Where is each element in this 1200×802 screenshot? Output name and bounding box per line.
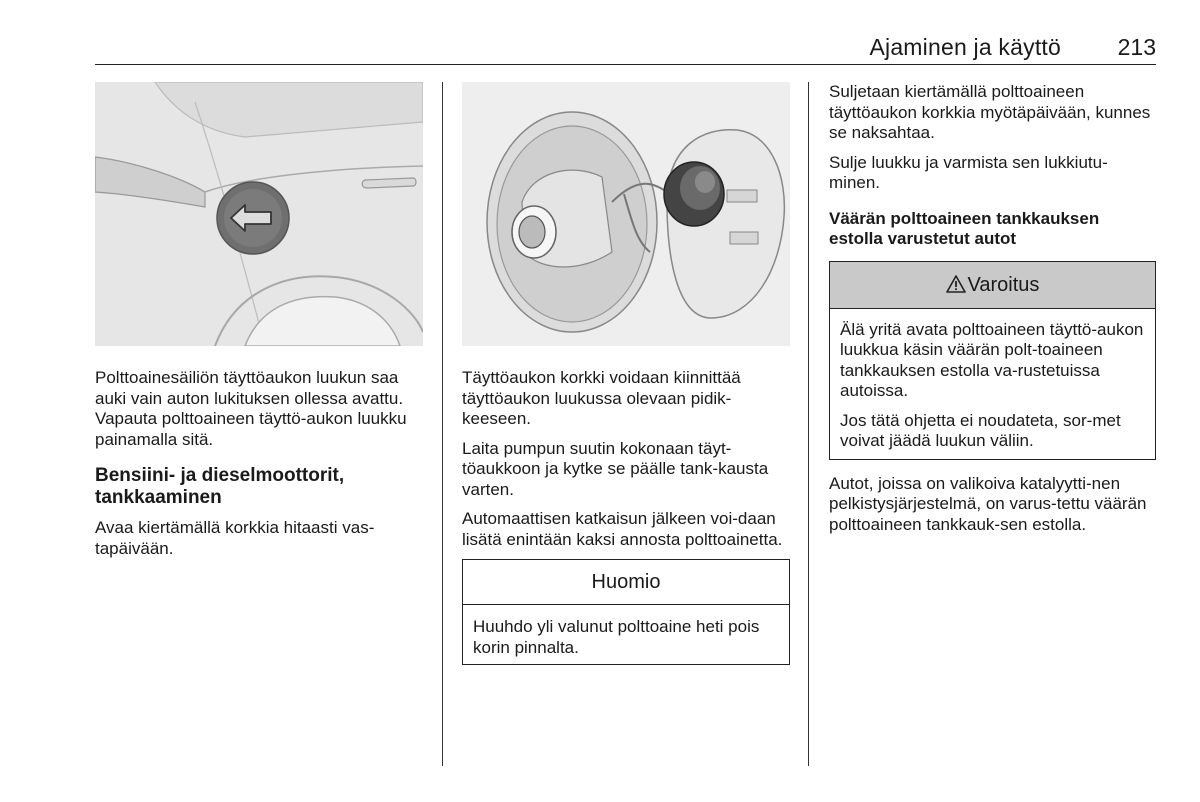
paragraph: Suljetaan kiertämällä polttoaineen täyttöaukon korkkia myötäpäivään, kunnes se naksahtaa.	[829, 82, 1151, 142]
page-header	[95, 30, 1156, 65]
paragraph: Polttoainesäiliön täyttöaukon luukun saa auki vain auton lukituksen ollessa avattu. Vapauta polttoaineen täyttö-aukon luukku painamalla sitä.	[95, 368, 407, 449]
paragraph: Täyttöaukon korkki voidaan kiinnittää täyttöaukon luukussa olevaan pidik-keeseen.	[462, 368, 741, 428]
paragraph: Sulje luukku ja varmista sen lukkiutu-minen.	[829, 152, 1108, 192]
warning-triangle-icon	[946, 264, 966, 310]
column-3	[829, 82, 1156, 544]
notice-title: Huomio	[463, 560, 789, 605]
section-title: Ajaminen ja käyttö	[869, 34, 1061, 60]
warning-header	[830, 262, 1155, 309]
paragraph: Laita pumpun suutin kokonaan täyt-töaukkoon ja kytke se päälle tank-kausta varten.	[462, 438, 769, 499]
notice-box	[462, 559, 790, 665]
paragraph: Autot, joissa on valikoiva katalyytti-nen pelkistysjärjestelmä, on varus-tettu väärän polttoaineen tankkauk-sen estolla.	[829, 473, 1147, 534]
section-heading: Väärän polttoaineen tankkauksen estolla varustetut autot	[829, 208, 1100, 248]
fuel-cap-illustration	[462, 82, 790, 346]
column-1	[95, 82, 423, 568]
column-2	[462, 82, 790, 665]
warning-text: Jos tätä ohjetta ei noudateta, sor-met voivat jäädä luukun väliin.	[840, 410, 1121, 450]
column-divider	[808, 82, 809, 766]
page-number: 213	[1117, 34, 1156, 60]
section-heading: Bensiini- ja dieselmoottorit, tankkaaminen	[95, 465, 345, 508]
column-divider	[442, 82, 443, 766]
notice-text: Huuhdo yli valunut polttoaine heti pois korin pinnalta.	[473, 617, 760, 657]
paragraph: Automaattisen katkaisun jälkeen voi-daan lisätä enintään kaksi annosta polttoainetta.	[462, 509, 783, 549]
paragraph: Avaa kiertämällä korkkia hitaasti vas-tapäivään.	[95, 518, 375, 558]
fuel-door-illustration	[95, 82, 423, 346]
warning-box	[829, 261, 1156, 460]
warning-title: Varoitus	[967, 273, 1040, 296]
warning-text: Älä yritä avata polttoaineen täyttö-aukon luukkua käsin väärän polt-toaineen tankkauksen estolla va-rustetuissa autoissa.	[840, 319, 1144, 400]
